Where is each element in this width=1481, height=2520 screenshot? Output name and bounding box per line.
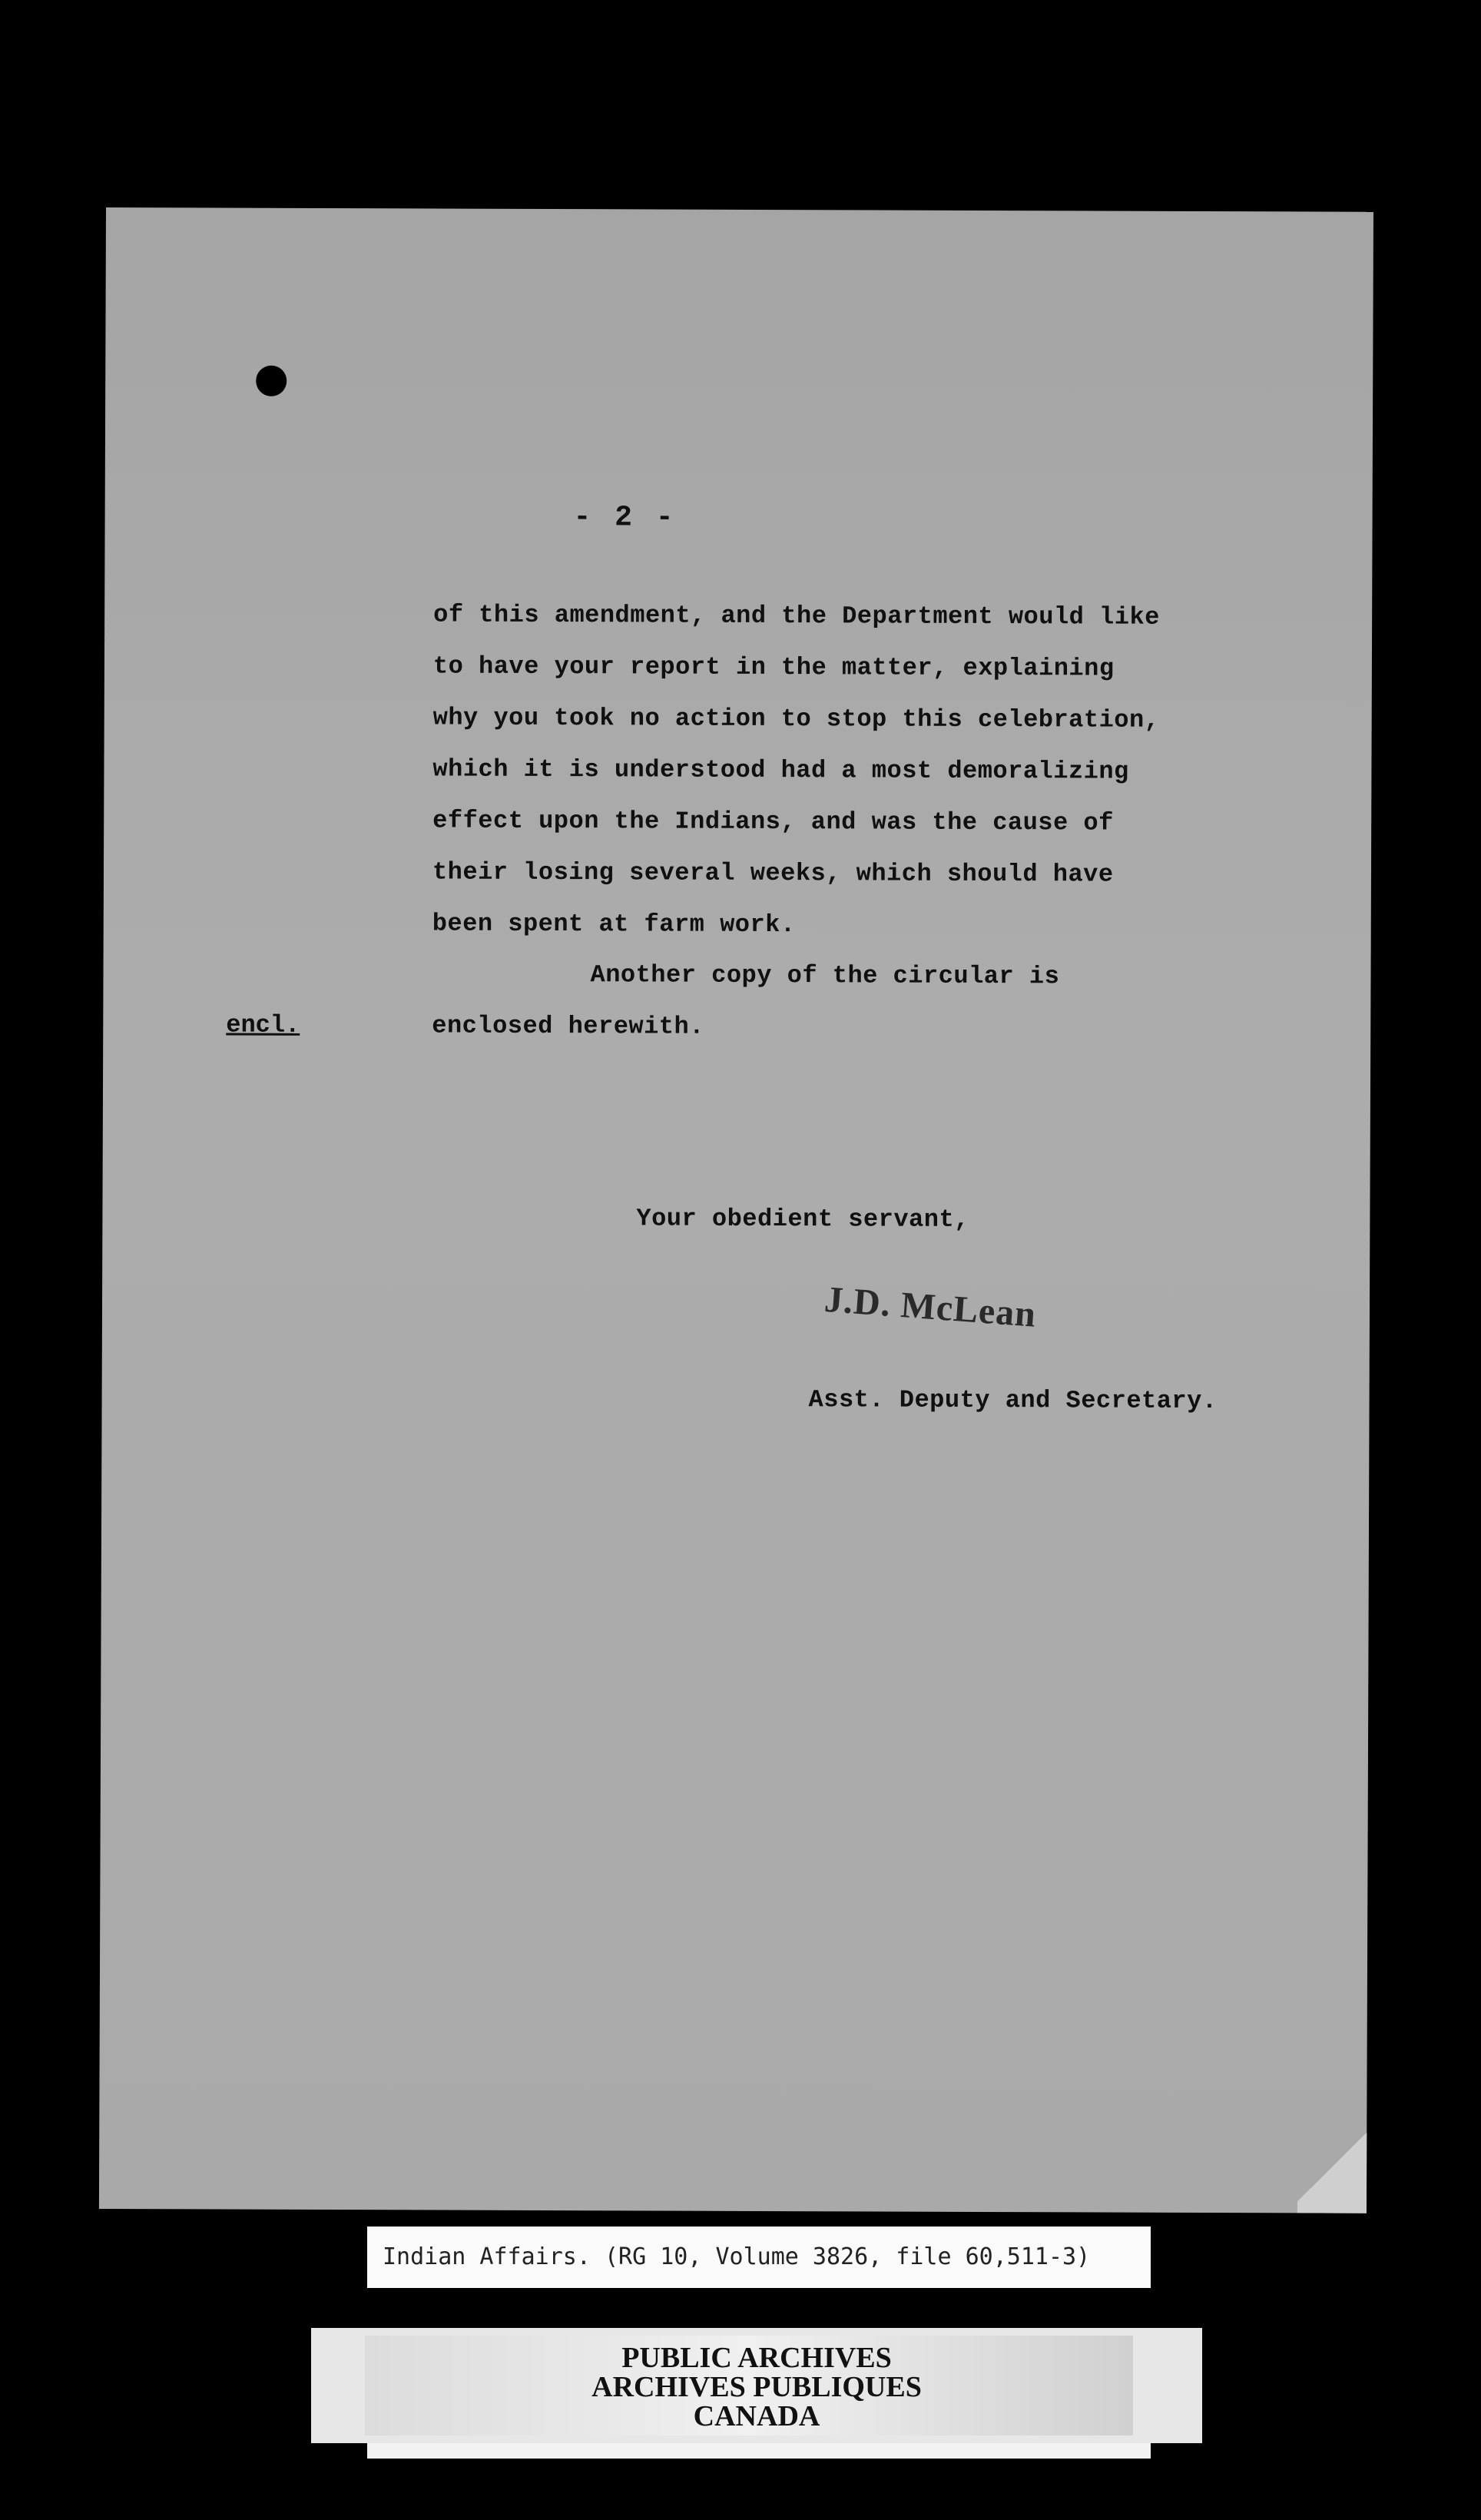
punch-hole xyxy=(256,366,287,396)
body-line: of this amendment, and the Department would like xyxy=(433,600,1160,632)
folded-corner xyxy=(1297,2120,1367,2213)
page-number: - 2 - xyxy=(573,501,677,535)
body-line: been spent at farm work. xyxy=(432,909,796,940)
archive-stamp-strip xyxy=(311,2328,1202,2443)
closing-paragraph-line: Another copy of the circular is xyxy=(590,960,1060,991)
signature-stamp: J.D. McLean xyxy=(823,1278,1038,1335)
enclosure-note: encl. xyxy=(226,1010,300,1040)
salutation: Your obedient servant, xyxy=(636,1204,969,1234)
closing-paragraph-line: enclosed herewith. xyxy=(432,1011,705,1041)
body-line: to have your report in the matter, explaining xyxy=(432,652,1115,683)
archive-stamp-line: PUBLIC ARCHIVES xyxy=(621,2342,892,2374)
archive-stamp-line: CANADA xyxy=(693,2400,820,2432)
document-page xyxy=(99,207,1373,2213)
archive-citation: Indian Affairs. (RG 10, Volume 3826, file 60,511-3) xyxy=(367,2227,1151,2288)
signatory-title: Asst. Deputy and Secretary. xyxy=(808,1385,1218,1416)
archive-stamp-line: ARCHIVES PUBLIQUES xyxy=(591,2371,922,2403)
body-line: why you took no action to stop this celebration, xyxy=(432,703,1160,734)
body-line: which it is understood had a most demoralizing xyxy=(432,754,1129,786)
body-line: effect upon the Indians, and was the cause of xyxy=(432,806,1114,837)
body-line: their losing several weeks, which should have xyxy=(432,857,1114,889)
archive-label-bottom xyxy=(367,2443,1151,2459)
